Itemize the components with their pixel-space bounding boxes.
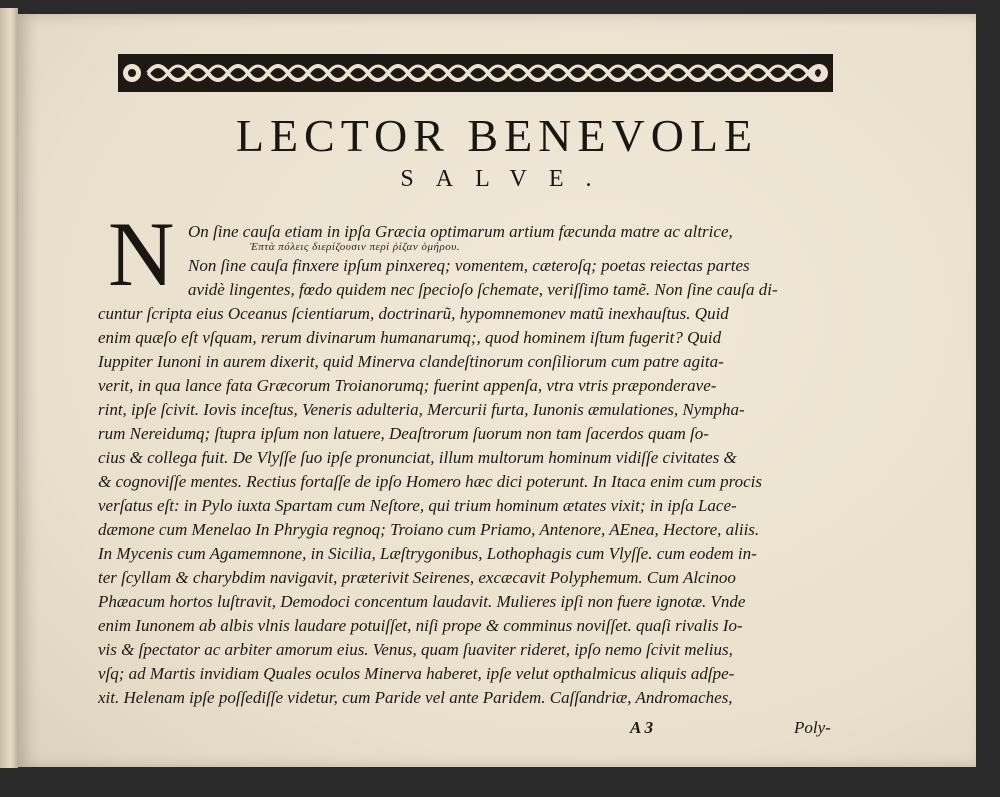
text-line: & cognoviſſe mentes. Rectius fortaſſe de ipſo Homero hæc dici poterunt. In Itaca enim cum procis	[98, 472, 762, 491]
text-line: On ſine cauſa etiam in ipſa Græcia optimarum artium fæcunda matre ac altrice,	[188, 222, 733, 241]
text-line: xit. Helenam ipſe poſſediſſe videtur, cum Paride vel ante Paridem. Caſſandriæ, Andromaches,	[98, 688, 733, 707]
text-line: enim Iunonem ab albis vlnis laudare potuiſſet, niſi prope & comminus noviſſet. quaſi rivalis Io-	[98, 616, 743, 635]
text-line: verſatus eſt: in Pylo iuxta Spartam cum Neſtore, qui trium hominum ætates vixit; in ipſa Lace-	[98, 496, 737, 515]
page-subtitle: SALVE.	[400, 166, 614, 192]
text-line: Phæacum hortos luſtravit, Demodoci concentum laudavit. Mulieres ipſi non fuere ignotæ. Vnde	[98, 592, 746, 611]
text-line: avidè lingentes, fœdo quidem nec ſpecioſo ſchemate, veriſſimo tamẽ. Non ſine cauſa di-	[188, 280, 778, 299]
page-title: LECTOR BENEVOLE	[235, 110, 759, 161]
text-line: cuntur ſcripta eius Oceanus ſcientiarum, doctrinarũ, hypomnemonev matũ inexhauſtus. Quid	[98, 304, 729, 323]
text-line: Non ſine cauſa finxere ipſum pinxereq; vomentem, cæteroſq; poetas reiectas partes	[188, 256, 750, 275]
text-line: vis & ſpectator ac arbiter amorum eius. Venus, quam ſuaviter rideret, ipſo nemo ſcivit melius,	[98, 640, 733, 659]
text-line: Iuppiter Iunoni in aurem dixerit, quid Minerva clandeſtinorum conſiliorum cum patre agita-	[98, 352, 724, 371]
text-line: ter ſcyllam & charybdim navigavit, præterivit Seirenes, excæcavit Polyphemum. Cum Alcinoo	[98, 568, 736, 587]
signature-mark: A 3	[630, 718, 654, 737]
text-line: dæmone cum Menelao In Phrygia regnoq; Troiano cum Priamo, Antenore, AEnea, Hectore, aliis.	[98, 520, 760, 539]
book-page	[18, 14, 976, 767]
headpiece-ornament	[118, 52, 833, 94]
facing-page-edge	[0, 8, 18, 768]
text-line: rint, ipſe ſcivit. Iovis inceſtus, Veneris adulteria, Mercurii furta, Iunonis æmulationes, Nympha-	[98, 400, 745, 419]
text-line: In Mycenis cum Agamemnone, in Sicilia, Læſtrygonibus, Lothophagis cum Vlyſſe. cum eodem in-	[98, 544, 757, 563]
drop-capital: N	[108, 203, 175, 305]
text-line: rum Nereidumq; ſtupra ipſum non latuere, Deaſtrorum ſuorum non tam ſacerdos quam ſo-	[98, 424, 709, 443]
background-edge	[976, 14, 1000, 767]
text-line: enim quæſo eſt vſquam, rerum divinarum humanarumq;, quod hominem iſtum fugerit? Quid	[98, 328, 722, 347]
text-line: cius & collega fuit. De Vlyſſe ſuo ipſe pronunciat, illum multorum hominum vidiſſe civitates &	[98, 448, 737, 467]
catchword: Poly-	[794, 718, 831, 737]
greek-epigraph: Ἑπτὰ πόλεις διερίζουσιν περὶ ῥίζαν ὁμήρου.	[250, 241, 461, 253]
text-line: vſq; ad Martis invidiam Quales oculos Minerva haberet, ipſe velut opthalmicus aliquis adſpe-	[98, 664, 735, 683]
text-line: verit, in qua lance fata Græcorum Troianorumq; fuerint appenſa, vtra vtris præponderave-	[98, 376, 717, 395]
